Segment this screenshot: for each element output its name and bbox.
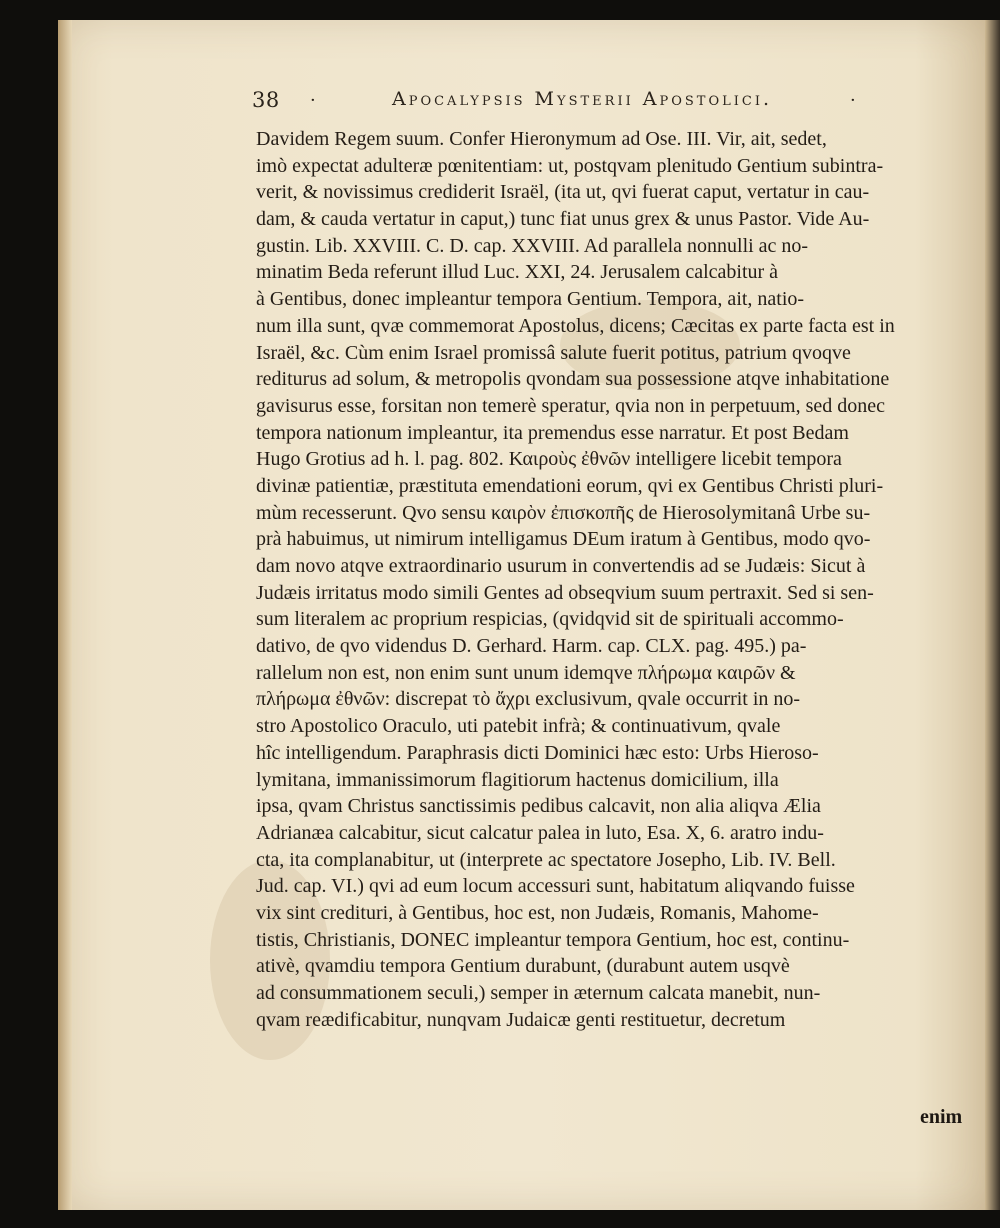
text-line: prà habuimus, ut nimirum intelligamus DEum iratum à Gentibus, modo qvo- bbox=[256, 528, 871, 551]
header-ornament-dot: · bbox=[310, 90, 316, 111]
text-line: ativè, qvamdiu tempora Gentium durabunt, (durabunt autem usqvè bbox=[256, 955, 790, 978]
text-line: gustin. Lib. XXVIII. C. D. cap. XXVIII. Ad parallela nonnulli ac no- bbox=[256, 234, 809, 257]
text-line: tistis, Christianis, DONEC impleantur tempora Gentium, hoc est, continu- bbox=[256, 928, 850, 951]
body-text bbox=[256, 126, 981, 1033]
text-line: vix sint credituri, à Gentibus, hoc est, non Judæis, Romanis, Mahome- bbox=[256, 901, 819, 924]
text-line: Adrianæa calcabitur, sicut calcatur palea in luto, Esa. X, 6. aratro indu- bbox=[256, 821, 824, 844]
text-line: dam, & cauda vertatur in caput,) tunc fiat unus grex & unus Pastor. Vide Au- bbox=[256, 208, 870, 231]
text-line: πλήρωμα ἐθνῶν: discrepat τὸ ἄχρι exclusivum, qvale occurrit in no- bbox=[256, 688, 801, 711]
text-line: imò expectat adulteræ pœnitentiam: ut, postqvam plenitudo Gentium subintra- bbox=[256, 154, 884, 177]
page-number: 38 bbox=[252, 88, 280, 112]
text-line: Jud. cap. VI.) qvi ad eum locum accessuri sunt, habitatum aliqvando fuisse bbox=[256, 875, 855, 898]
text-line: divinæ patientiæ, præstituta emendationi eorum, qvi ex Gentibus Christi pluri- bbox=[256, 474, 884, 497]
catchword: enim bbox=[920, 1106, 963, 1128]
text-line: stro Apostolico Oraculo, uti patebit infrà; & continuativum, qvale bbox=[256, 715, 781, 738]
text-line: ad consummationem seculi,) semper in æternum calcata manebit, nun- bbox=[256, 982, 821, 1004]
text-line: cta, ita complanabitur, ut (interprete ac spectatore Josepho, Lib. IV. Bell. bbox=[256, 848, 836, 871]
text-line: qvam reædificabitur, nunqvam Judaicæ genti restituetur, decretum bbox=[256, 1008, 786, 1031]
text-line: ipsa, qvam Christus sanctissimis pedibus calcavit, non alia aliqva Ælia bbox=[256, 795, 821, 818]
running-head: Apocalypsis Mysterii Apostolici. bbox=[391, 88, 773, 110]
text-line: Hugo Grotius ad h. l. pag. 802. Καιροὺς ἐθνῶν intelligere licebit tempora bbox=[256, 448, 842, 471]
text-line: rallelum non est, non enim sunt unum idemqve πλήρωμα καιρῶν & bbox=[256, 661, 796, 684]
header-ornament-dot: · bbox=[850, 90, 856, 111]
text-line: rediturus ad solum, & metropolis qvondam sua possessione atqve inhabitatione bbox=[256, 368, 890, 391]
text-line: Judæis irritatus modo simili Gentes ad obseqvium suum pertraxit. Sed si sen- bbox=[256, 581, 874, 604]
text-line: minatim Beda referunt illud Luc. XXI, 24. Jerusalem calcabitur à bbox=[256, 261, 779, 284]
text-line: Israël, &c. Cùm enim Israel promissâ salute fuerit potitus, patrium qvoqve bbox=[256, 341, 851, 364]
text-line: hîc intelligendum. Paraphrasis dicti Dominici hæc esto: Urbs Hieroso- bbox=[256, 741, 819, 764]
text-line: lymitana, immanissimorum flagitiorum hactenus domicilium, illa bbox=[256, 768, 779, 791]
page-header bbox=[252, 88, 862, 118]
text-line: dativo, de qvo videndus D. Gerhard. Harm. cap. CLX. pag. 495.) pa- bbox=[256, 635, 807, 658]
text-line: sum literalem ac proprium respicias, (qvidqvid sit de spirituali accommo- bbox=[256, 608, 844, 631]
text-line: à Gentibus, donec impleantur tempora Gentium. Tempora, ait, natio- bbox=[256, 288, 805, 311]
text-line: num illa sunt, qvæ commemorat Apostolus, dicens; Cæcitas ex parte facta est in bbox=[256, 314, 895, 337]
text-line: gavisurus esse, forsitan non temerè speratur, qvia non in perpetuum, sed donec bbox=[256, 394, 886, 417]
text-line: Davidem Regem suum. Confer Hieronymum ad Ose. III. Vir, ait, sedet, bbox=[256, 128, 827, 150]
text-line: verit, & novissimus crediderit Israël, (ita ut, qvi fuerat caput, vertatur in cau- bbox=[256, 181, 870, 204]
text-line: tempora nationum impleantur, ita premendus esse narratur. Et post Bedam bbox=[256, 421, 849, 444]
text-line: dam novo atqve extraordinario usurum in convertendis ad se Judæis: Sicut à bbox=[256, 555, 866, 577]
text-line: mùm recesserunt. Qvo sensu καιρὸν ἐπισκοπῆς de Hierosolymitanâ Urbe su- bbox=[256, 501, 871, 524]
page-outer-edge bbox=[985, 20, 1000, 1210]
page-gutter-edge bbox=[58, 20, 72, 1210]
